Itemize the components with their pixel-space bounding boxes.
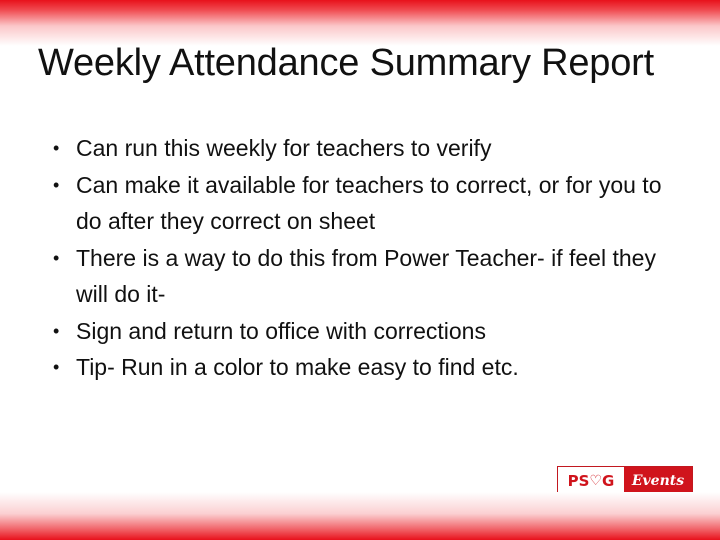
- bullet-dot: •: [53, 138, 60, 158]
- slide-title: Weekly Attendance Summary Report: [38, 42, 654, 84]
- bullet-dot: •: [53, 320, 60, 341]
- heart-icon: ♡: [589, 473, 603, 489]
- bullet-list: [53, 130, 673, 386]
- bullet-item: [53, 313, 673, 350]
- logo-text-g: G: [602, 472, 615, 490]
- bullet-text: Can make it available for teachers to correct, or for you to do after they correct on sheet: [76, 171, 662, 234]
- bullet-item: [53, 349, 673, 386]
- bullet-text: Can run this weekly for teachers to verify: [76, 135, 492, 161]
- bottom-red-band: [0, 492, 720, 540]
- bullet-item: [53, 167, 673, 240]
- bullet-dot: •: [53, 174, 60, 195]
- logo-wordmark: [558, 467, 624, 495]
- bullet-item: [53, 240, 673, 313]
- bullet-text: Sign and return to office with corrections: [76, 317, 486, 344]
- bullet-dot: •: [53, 357, 60, 377]
- logo-events-label: Events: [624, 467, 692, 495]
- bullet-text: Tip- Run in a color to make easy to find etc.: [76, 354, 519, 380]
- bullet-text: There is a way to do this from Power Teacher- if feel they will do it-: [76, 244, 656, 307]
- logo-text-ps: PS: [567, 472, 590, 490]
- bullet-item: [53, 130, 673, 167]
- bullet-dot: •: [53, 247, 60, 268]
